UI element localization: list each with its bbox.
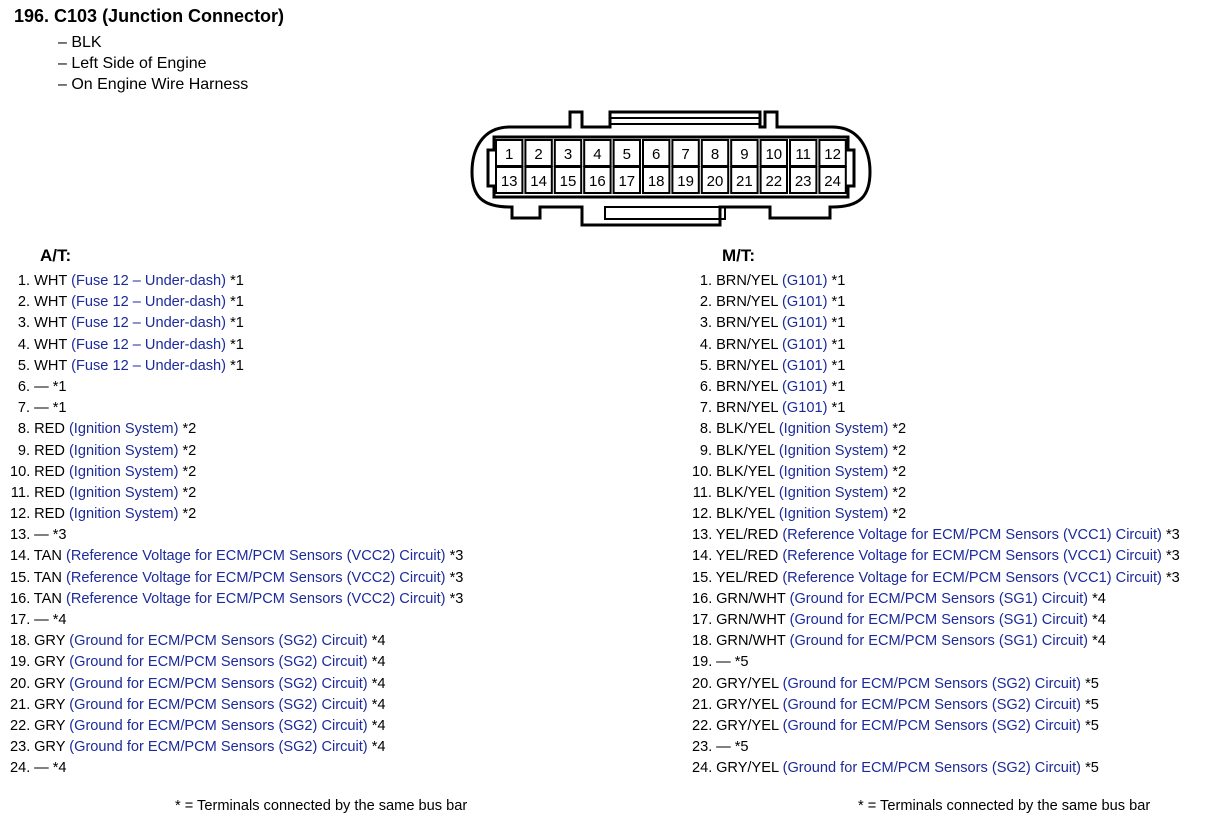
pin-number: 1.: [699, 273, 712, 289]
pin-number: 20.: [692, 675, 713, 692]
terminal-number: 10: [765, 146, 783, 163]
circuit-name: (Ground for ECM/PCM Sensors (SG2) Circuit): [69, 696, 368, 713]
mt-pin-row: [692, 292, 1180, 313]
bus-bar-note: *2: [892, 421, 907, 438]
wire-color: RED: [34, 484, 65, 501]
circuit-name: (Ground for ECM/PCM Sensors (SG2) Circuit): [69, 675, 368, 692]
bus-bar-note: *5: [734, 654, 749, 671]
pin-number: 14.: [692, 548, 713, 565]
circuit-name: (G101): [782, 357, 828, 374]
pin-number: 22.: [10, 717, 31, 734]
terminal-number: 4: [593, 146, 602, 163]
bus-bar-note: *1: [230, 357, 244, 374]
bus-bar-note: *3: [449, 548, 464, 565]
bus-bar-note: *3: [449, 590, 464, 607]
pin-number: 17.: [692, 612, 713, 628]
connector-housing: [472, 112, 870, 225]
wire-color: —: [34, 612, 49, 628]
circuit-name: (Ignition System): [778, 463, 889, 480]
pin-number: 19.: [10, 654, 31, 671]
circuit-name: (Ignition System): [68, 421, 179, 438]
terminal-number: 6: [652, 146, 661, 163]
connector-diagram: [470, 108, 872, 230]
wire-color: GRY/YEL: [716, 717, 779, 734]
pin-number: 8.: [699, 421, 712, 438]
at-pin-row: [10, 462, 463, 483]
pin-number: 20.: [10, 675, 31, 692]
terminal-number: 13: [500, 173, 518, 190]
wire-color: BLK/YEL: [716, 506, 775, 523]
pin-number: 7.: [17, 400, 30, 417]
at-pin-row: [10, 504, 463, 525]
terminal-number: 20: [706, 173, 724, 190]
at-pin-row: [10, 377, 463, 398]
pin-number: 6.: [17, 378, 30, 395]
bus-bar-note: *1: [831, 378, 846, 395]
wire-color: GRY/YEL: [716, 760, 779, 777]
wire-color: TAN: [33, 569, 62, 586]
wire-color: BRN/YEL: [716, 294, 778, 311]
bus-bar-note: *1: [831, 336, 846, 353]
mt-pin-row: [692, 610, 1180, 631]
wire-color: —: [34, 400, 49, 417]
pin-number: 11.: [692, 484, 712, 501]
mt-pin-row: [692, 504, 1180, 525]
pin-number: 10.: [10, 463, 31, 480]
pin-number: 1.: [17, 273, 30, 289]
bus-bar-note: *5: [1085, 675, 1099, 692]
terminal-number: 1: [505, 146, 514, 163]
at-pin-row: [10, 546, 463, 567]
at-pin-row: [10, 716, 463, 737]
at-pin-row: [10, 737, 463, 758]
wire-color: —: [716, 739, 731, 756]
pin-number: 17.: [10, 612, 31, 628]
detail-harness: – On Engine Wire Harness: [58, 76, 249, 93]
at-pin-row: [10, 483, 463, 504]
pin-number: 14.: [10, 548, 31, 565]
bus-bar-note: *1: [831, 400, 846, 417]
mt-pin-row: [692, 441, 1180, 462]
bus-bar-note: *1: [831, 294, 846, 311]
circuit-name: (Ground for ECM/PCM Sensors (SG2) Circuit): [69, 654, 368, 671]
wire-color: BRN/YEL: [716, 378, 778, 395]
wire-color: BLK/YEL: [716, 442, 775, 459]
wire-color: WHT: [34, 273, 68, 289]
mt-pin-row: [692, 377, 1180, 398]
bus-bar-note: *5: [1085, 696, 1099, 713]
wire-color: YEL/RED: [715, 569, 779, 586]
bus-bar-note: *3: [1165, 548, 1180, 565]
bus-bar-note: *3: [1165, 569, 1180, 586]
terminal-number: 17: [618, 173, 636, 190]
at-footnote: * = Terminals connected by the same bus bar: [175, 798, 468, 814]
bus-bar-note: *2: [892, 463, 907, 480]
wire-color: GRY: [34, 696, 66, 713]
wire-color: WHT: [34, 357, 68, 374]
terminal-number: 12: [824, 146, 841, 163]
wire-color: BLK/YEL: [716, 484, 775, 501]
circuit-name: (Ignition System): [68, 463, 179, 480]
pin-number: 6.: [699, 378, 712, 395]
circuit-name: (Ground for ECM/PCM Sensors (SG1) Circuit): [789, 612, 1089, 628]
circuit-name: (Ground for ECM/PCM Sensors (SG2) Circuit): [69, 739, 368, 756]
bus-bar-note: *4: [1092, 590, 1106, 607]
circuit-name: (Fuse 12 – Under-dash): [71, 336, 227, 353]
terminal-number: 18: [647, 173, 665, 190]
pin-number: 7.: [699, 400, 712, 417]
bus-bar-note: *2: [892, 506, 907, 523]
mt-pin-row: [692, 695, 1180, 716]
mt-pin-row: [692, 483, 1180, 504]
at-pin-row: [10, 419, 463, 440]
pin-number: 21.: [10, 696, 31, 713]
mt-pin-row: [692, 631, 1180, 652]
circuit-name: (G101): [782, 315, 828, 332]
bus-bar-note: *2: [892, 442, 907, 459]
circuit-name: (Ignition System): [778, 506, 889, 523]
wire-color: RED: [34, 463, 65, 480]
pin-number: 12.: [10, 506, 31, 523]
circuit-name: (Ignition System): [778, 484, 889, 501]
detail-color: – BLK: [58, 34, 102, 51]
mt-pin-row: [692, 589, 1180, 610]
bus-bar-note: *4: [371, 717, 386, 734]
pin-number: 3.: [699, 315, 712, 332]
bus-bar-note: *3: [1165, 527, 1180, 544]
at-pin-row: [10, 441, 463, 462]
bus-bar-note: *4: [371, 633, 386, 650]
bus-bar-note: *2: [182, 506, 197, 523]
circuit-name: (Ground for ECM/PCM Sensors (SG2) Circuit): [782, 696, 1082, 713]
pin-number: 24.: [10, 760, 31, 777]
bus-bar-note: *1: [230, 294, 244, 311]
bus-bar-note: *4: [1092, 612, 1106, 628]
terminal-number: 2: [534, 146, 543, 163]
pin-number: 18.: [10, 633, 31, 650]
wire-color: WHT: [34, 294, 68, 311]
terminal-number: 21: [736, 173, 753, 190]
terminal-number: 19: [677, 173, 694, 190]
circuit-name: (Ignition System): [778, 442, 889, 459]
pin-number: 23.: [10, 739, 31, 756]
circuit-name: (Fuse 12 – Under-dash): [71, 273, 227, 289]
wire-color: BRN/YEL: [716, 357, 778, 374]
bottom-latch: [605, 207, 725, 219]
pin-number: 22.: [692, 717, 713, 734]
terminal-number: 8: [710, 146, 720, 163]
pin-number: 23.: [692, 739, 713, 756]
circuit-name: (G101): [782, 336, 828, 353]
bus-bar-note: *5: [1085, 717, 1099, 734]
mt-pin-row: [692, 462, 1180, 483]
bus-bar-note: *1: [230, 315, 244, 332]
terminal-number: 11: [795, 146, 811, 163]
wire-color: BRN/YEL: [716, 273, 778, 289]
at-pin-list: [10, 271, 463, 780]
pin-number: 16.: [10, 590, 31, 607]
bus-bar-note: *2: [182, 463, 197, 480]
circuit-name: (G101): [782, 378, 828, 395]
at-pin-row: [10, 292, 463, 313]
circuit-name: (Reference Voltage for ECM/PCM Sensors (VCC2) Circuit): [65, 569, 446, 586]
pin-number: 4.: [17, 336, 30, 353]
circuit-name: (Ground for ECM/PCM Sensors (SG2) Circuit): [782, 760, 1082, 777]
wire-color: GRN/WHT: [716, 590, 786, 607]
circuit-name: (Fuse 12 – Under-dash): [71, 294, 227, 311]
terminal-number: 9: [740, 146, 749, 163]
mt-pin-row: [692, 356, 1180, 377]
pin-number: 4.: [699, 336, 712, 353]
pin-number: 16.: [692, 590, 713, 607]
pin-number: 24.: [692, 760, 713, 777]
at-pin-row: [10, 356, 463, 377]
mt-pin-row: [692, 271, 1180, 292]
pin-number: 10.: [692, 463, 713, 480]
terminal-number: 14: [530, 173, 547, 190]
bus-bar-note: *2: [182, 421, 197, 438]
mt-pin-row: [692, 546, 1180, 567]
circuit-name: (Ground for ECM/PCM Sensors (SG1) Circuit): [789, 590, 1089, 607]
bus-bar-note: *1: [831, 357, 846, 374]
bus-bar-note: *4: [371, 675, 386, 692]
circuit-name: (Fuse 12 – Under-dash): [71, 357, 227, 374]
wire-color: —: [34, 527, 49, 544]
wire-color: BRN/YEL: [716, 400, 778, 417]
wire-color: GRY/YEL: [716, 696, 779, 713]
at-pin-row: [10, 568, 463, 589]
circuit-name: (Ignition System): [68, 442, 179, 459]
pin-number: 13.: [10, 527, 31, 544]
pin-number: 19.: [692, 654, 713, 671]
pin-number: 12.: [692, 506, 713, 523]
bus-bar-note: *1: [831, 273, 846, 289]
at-pin-row: [10, 525, 463, 546]
bus-bar-note: *2: [182, 442, 197, 459]
wire-color: —: [34, 760, 49, 777]
at-pin-row: [10, 271, 463, 292]
wire-color: WHT: [34, 315, 68, 332]
circuit-name: (Ground for ECM/PCM Sensors (SG2) Circuit): [782, 675, 1082, 692]
circuit-name: (G101): [782, 273, 828, 289]
mt-pin-list: [692, 271, 1180, 780]
detail-location: – Left Side of Engine: [58, 55, 207, 72]
wire-color: GRY: [34, 675, 66, 692]
bus-bar-note: *1: [230, 273, 244, 289]
terminal-number: 5: [622, 146, 631, 163]
pin-number: 11.: [10, 484, 30, 501]
wire-color: WHT: [34, 336, 68, 353]
wire-color: RED: [34, 442, 65, 459]
terminal-number: 16: [589, 173, 606, 190]
pin-number: 15.: [692, 569, 713, 586]
mt-pin-row: [692, 737, 1180, 758]
wire-color: —: [716, 654, 731, 671]
bus-bar-note: *4: [52, 612, 67, 628]
page-title: 196. C103 (Junction Connector): [14, 6, 285, 26]
wire-color: YEL/RED: [715, 548, 779, 565]
at-pin-row: [10, 313, 463, 334]
at-pin-row: [10, 335, 463, 356]
bus-bar-note: *3: [449, 569, 464, 586]
at-pin-row: [10, 398, 463, 419]
wire-color: GRY: [34, 739, 66, 756]
bus-bar-note: *1: [52, 378, 67, 395]
mt-pin-row: [692, 419, 1180, 440]
wire-color: GRY: [34, 654, 66, 671]
mt-footnote: * = Terminals connected by the same bus bar: [858, 798, 1151, 814]
pin-number: 2.: [699, 294, 712, 311]
circuit-name: (Ground for ECM/PCM Sensors (SG2) Circuit): [782, 717, 1082, 734]
circuit-name: (Ignition System): [778, 421, 889, 438]
mt-pin-row: [692, 652, 1180, 673]
at-heading: A/T:: [40, 246, 72, 265]
circuit-name: (Ignition System): [68, 506, 179, 523]
mt-pin-row: [692, 525, 1180, 546]
pin-number: 2.: [17, 294, 30, 311]
at-pin-row: [10, 589, 463, 610]
circuit-name: (Reference Voltage for ECM/PCM Sensors (VCC2) Circuit): [65, 548, 446, 565]
wire-color: BRN/YEL: [716, 315, 778, 332]
bus-bar-note: *1: [230, 336, 244, 353]
bus-bar-note: *3: [52, 527, 67, 544]
wire-color: BRN/YEL: [716, 336, 778, 353]
bus-bar-note: *4: [371, 654, 386, 671]
wire-color: TAN: [33, 590, 62, 607]
terminal-number: 24: [824, 173, 841, 190]
mt-pin-row: [692, 335, 1180, 356]
bus-bar-note: *4: [52, 760, 67, 777]
bus-bar-note: *1: [831, 315, 846, 332]
terminal-number: 23: [794, 173, 812, 190]
bus-bar-note: *4: [371, 696, 386, 713]
mt-pin-row: [692, 398, 1180, 419]
pin-number: 3.: [17, 315, 30, 332]
mt-heading: M/T:: [722, 246, 756, 265]
circuit-name: (Fuse 12 – Under-dash): [71, 315, 227, 332]
circuit-name: (Reference Voltage for ECM/PCM Sensors (VCC1) Circuit): [782, 569, 1162, 586]
wire-color: GRN/WHT: [716, 633, 786, 650]
pin-number: 21.: [692, 696, 713, 713]
bus-bar-note: *5: [1085, 760, 1099, 777]
wire-color: GRY/YEL: [716, 675, 779, 692]
circuit-name: (Ground for ECM/PCM Sensors (SG2) Circuit): [69, 633, 368, 650]
connector-details: [58, 32, 248, 95]
bus-bar-note: *1: [52, 400, 67, 417]
bus-bar-note: *2: [892, 484, 907, 501]
wire-color: TAN: [33, 548, 62, 565]
circuit-name: (G101): [782, 400, 828, 417]
wire-color: GRY: [34, 633, 66, 650]
bus-bar-note: *4: [1092, 633, 1106, 650]
circuit-name: (G101): [782, 294, 828, 311]
mt-pin-row: [692, 313, 1180, 334]
terminal-number: 22: [765, 173, 783, 190]
circuit-name: (Reference Voltage for ECM/PCM Sensors (VCC2) Circuit): [65, 590, 446, 607]
pin-number: 8.: [17, 421, 30, 438]
mt-pin-row: [692, 674, 1180, 695]
at-pin-row: [10, 674, 463, 695]
circuit-name: (Ground for ECM/PCM Sensors (SG2) Circuit): [69, 717, 368, 734]
at-pin-row: [10, 758, 463, 779]
terminal-number: 15: [559, 173, 577, 190]
wire-color: GRY: [34, 717, 66, 734]
pin-number: 9.: [699, 442, 712, 459]
circuit-name: (Reference Voltage for ECM/PCM Sensors (VCC1) Circuit): [782, 527, 1162, 544]
circuit-name: (Reference Voltage for ECM/PCM Sensors (VCC1) Circuit): [782, 548, 1162, 565]
wire-color: BLK/YEL: [716, 463, 775, 480]
at-pin-row: [10, 695, 463, 716]
wire-color: YEL/RED: [715, 527, 779, 544]
pin-number: 5.: [17, 357, 30, 374]
circuit-name: (Ground for ECM/PCM Sensors (SG1) Circuit): [789, 633, 1089, 650]
terminal-number: 3: [563, 146, 573, 163]
at-pin-row: [10, 631, 463, 652]
pin-number: 13.: [692, 527, 713, 544]
pin-number: 9.: [17, 442, 30, 459]
at-pin-row: [10, 652, 463, 673]
at-pin-row: [10, 610, 463, 631]
mt-pin-row: [692, 716, 1180, 737]
pin-number: 18.: [692, 633, 713, 650]
wire-color: RED: [34, 506, 65, 523]
bus-bar-note: *2: [182, 484, 197, 501]
bus-bar-note: *5: [734, 739, 749, 756]
terminal-number: 7: [681, 146, 690, 163]
wire-color: RED: [34, 421, 65, 438]
circuit-name: (Ignition System): [68, 484, 179, 501]
wire-color: GRN/WHT: [716, 612, 786, 628]
bus-bar-note: *4: [371, 739, 386, 756]
mt-pin-row: [692, 568, 1180, 589]
pin-number: 15.: [10, 569, 31, 586]
mt-pin-row: [692, 758, 1180, 779]
wire-color: —: [34, 378, 49, 395]
pin-number: 5.: [699, 357, 712, 374]
wire-color: BLK/YEL: [716, 421, 775, 438]
